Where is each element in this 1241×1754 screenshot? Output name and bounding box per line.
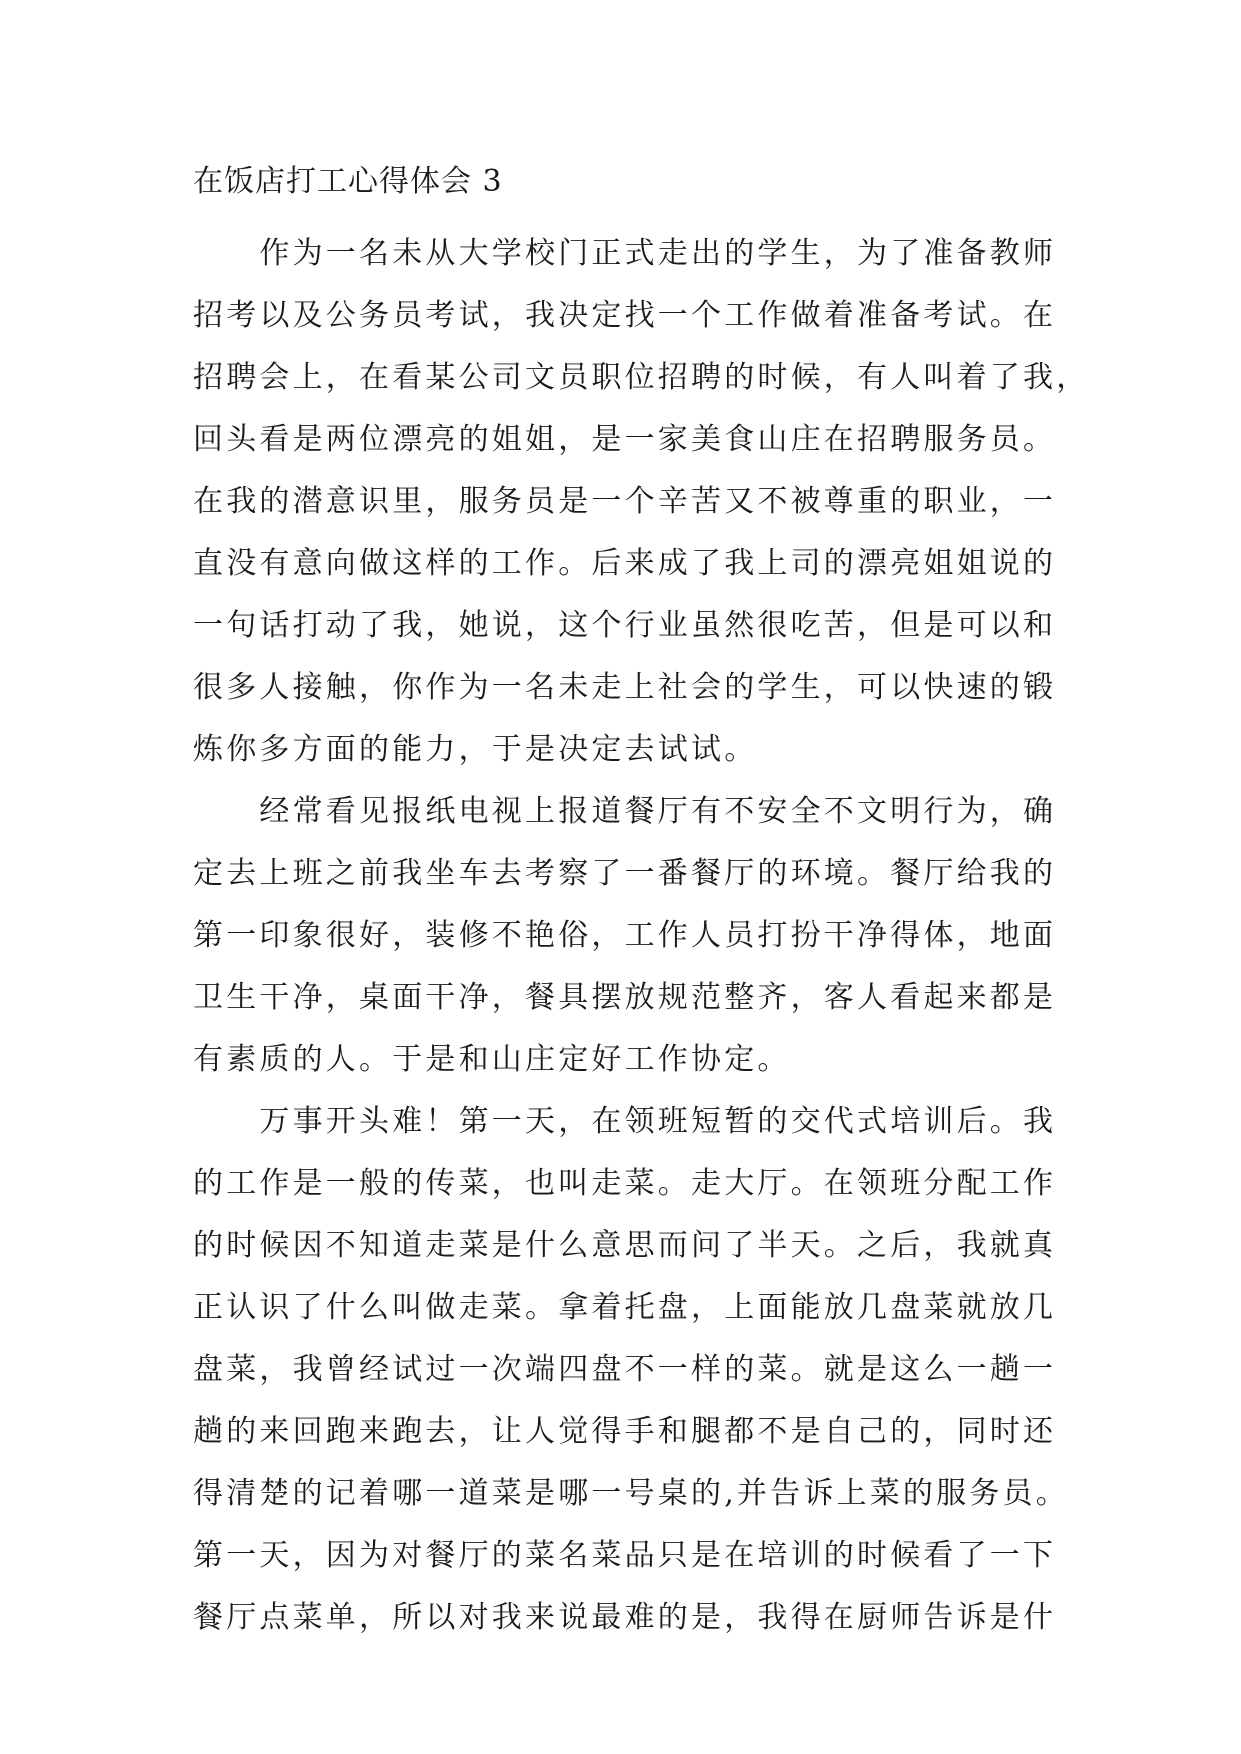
text-line: 回头看是两位漂亮的姐姐，是一家美食山庄在招聘服务员。 — [193, 422, 1057, 457]
text-line: 卫生干净，桌面干净，餐具摆放规范整齐，客人看起来都是 — [193, 980, 1057, 1015]
text-line: 趟的来回跑来跑去，让人觉得手和腿都不是自己的，同时还 — [193, 1414, 1057, 1449]
text-line: 直没有意向做这样的工作。后来成了我上司的漂亮姐姐说的 — [193, 546, 1057, 581]
text-line: 经常看见报纸电视上报道餐厅有不安全不文明行为，确 — [193, 794, 1057, 829]
text-line: 的时候因不知道走菜是什么意思而问了半天。之后，我就真 — [193, 1228, 1057, 1263]
text-line: 招聘会上，在看某公司文员职位招聘的时候，有人叫着了我， — [193, 360, 1090, 395]
text-line: 万事开头难！第一天，在领班短暂的交代式培训后。我 — [193, 1104, 1057, 1139]
text-line: 很多人接触，你作为一名未走上社会的学生，可以快速的锻 — [193, 670, 1057, 705]
document-title: 在饭店打工心得体会 3 — [193, 164, 503, 199]
text-line: 作为一名未从大学校门正式走出的学生，为了准备教师 — [193, 236, 1057, 271]
text-line: 一句话打动了我，她说，这个行业虽然很吃苦，但是可以和 — [193, 608, 1057, 643]
text-line: 正认识了什么叫做走菜。拿着托盘，上面能放几盘菜就放几 — [193, 1290, 1057, 1325]
text-line: 炼你多方面的能力，于是决定去试试。 — [193, 732, 758, 767]
document-body — [193, 223, 1090, 1649]
text-line: 有素质的人。于是和山庄定好工作协定。 — [193, 1042, 791, 1077]
text-line: 得清楚的记着哪一道菜是哪一号桌的,并告诉上菜的服务员。 — [193, 1476, 1069, 1511]
text-line: 招考以及公务员考试，我决定找一个工作做着准备考试。在 — [193, 298, 1057, 333]
text-line: 定去上班之前我坐车去考察了一番餐厅的环境。餐厅给我的 — [193, 856, 1057, 891]
text-line: 餐厅点菜单，所以对我来说最难的是，我得在厨师告诉是什 — [193, 1600, 1057, 1635]
text-line: 第一印象很好，装修不艳俗，工作人员打扮干净得体，地面 — [193, 918, 1057, 953]
paragraph — [193, 781, 1057, 1091]
text-line: 盘菜，我曾经试过一次端四盘不一样的菜。就是这么一趟一 — [193, 1352, 1057, 1387]
text-line: 在我的潜意识里，服务员是一个辛苦又不被尊重的职业，一 — [193, 484, 1057, 519]
paragraph — [193, 1091, 1069, 1649]
paragraph — [193, 223, 1090, 781]
text-line: 的工作是一般的传菜，也叫走菜。走大厅。在领班分配工作 — [193, 1166, 1057, 1201]
text-line: 第一天，因为对餐厅的菜名菜品只是在培训的时候看了一下 — [193, 1538, 1057, 1573]
